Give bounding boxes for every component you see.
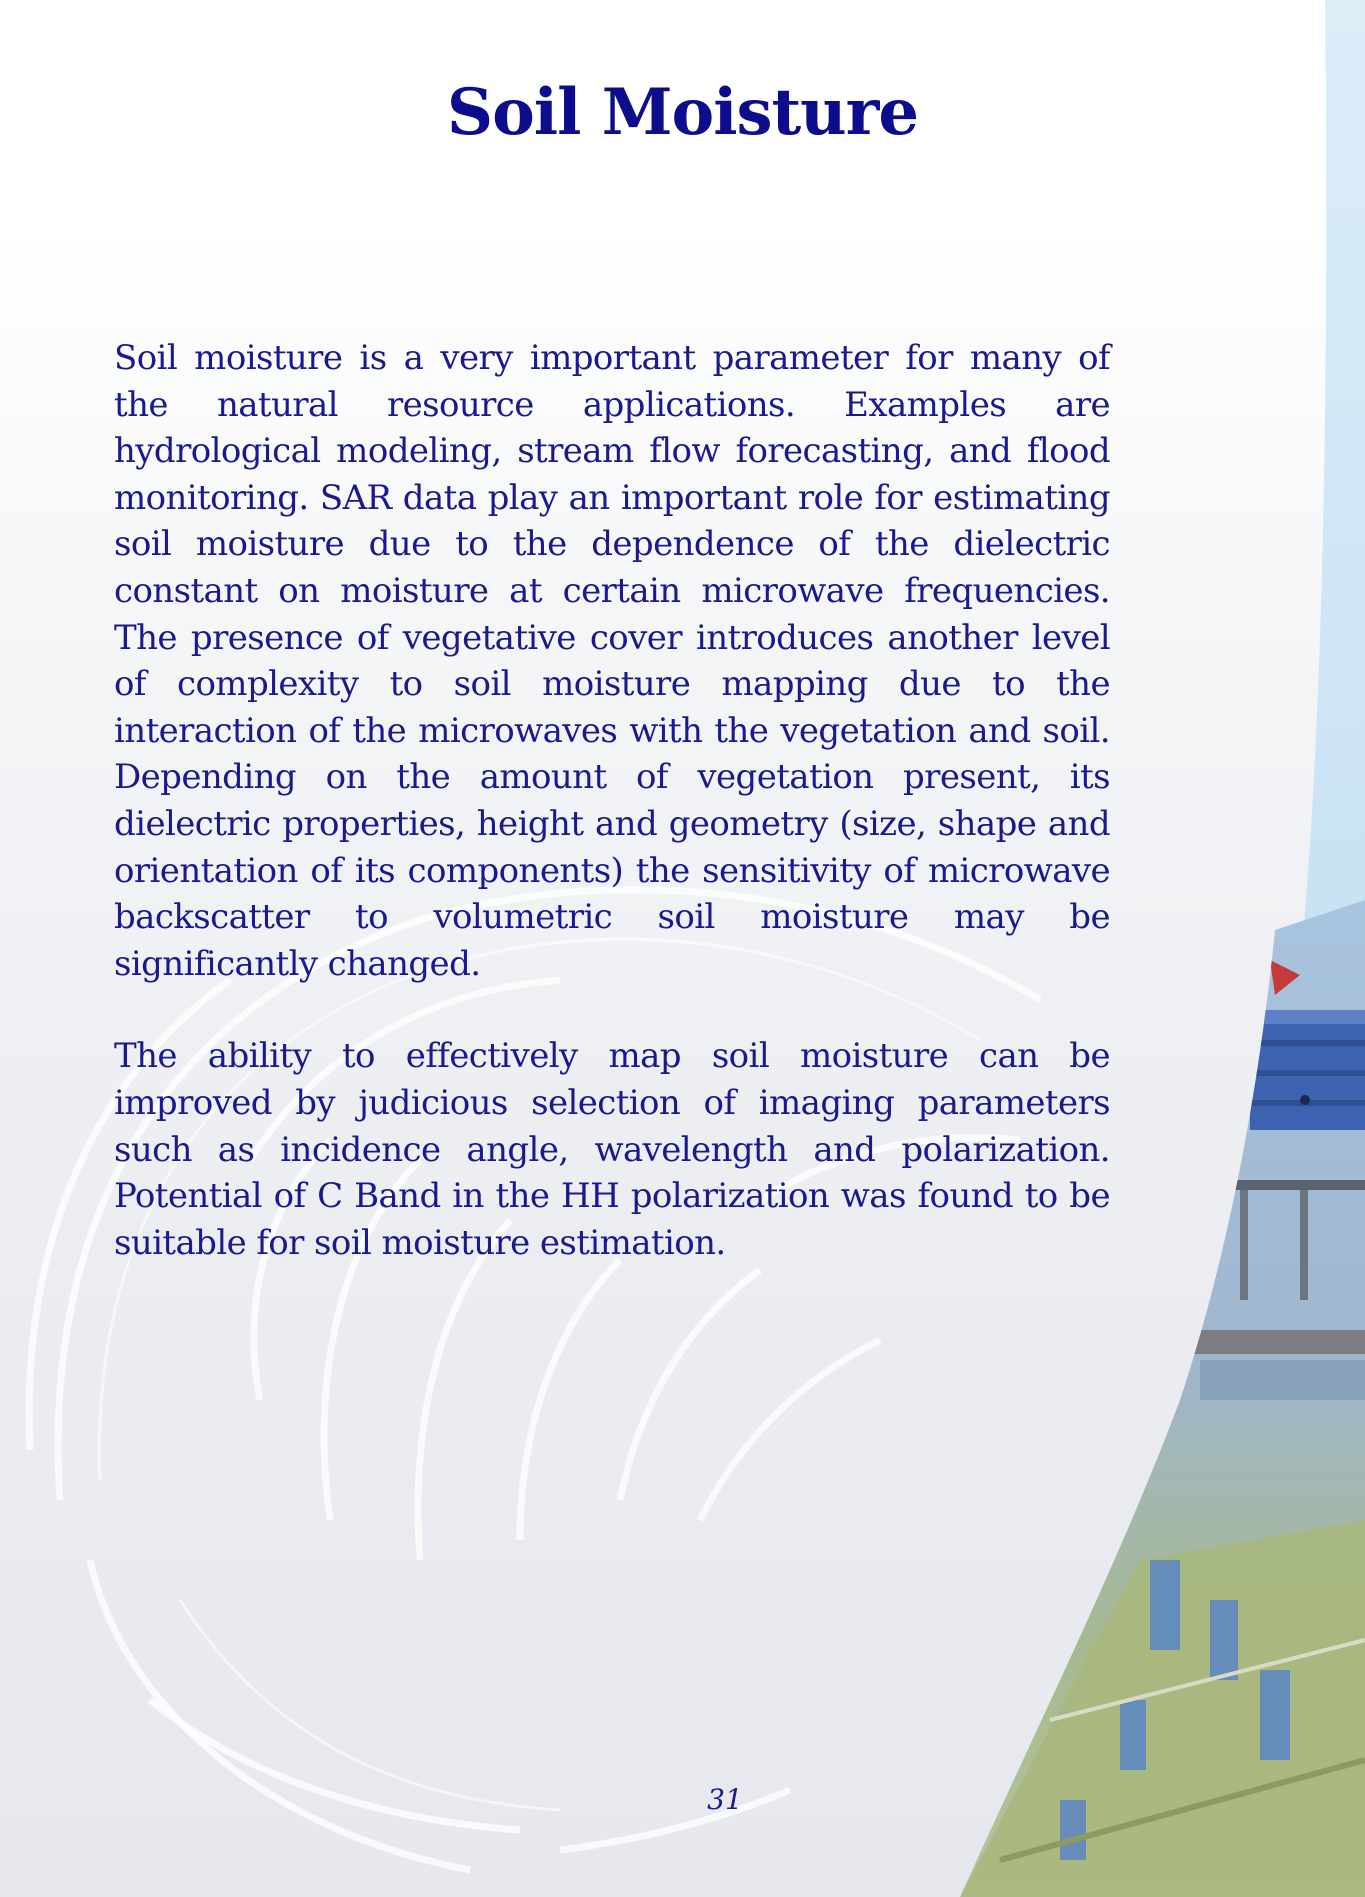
page-title: Soil Moisture [446, 75, 919, 150]
paragraph-1: Soil moisture is a very important parameter for many of the natural resource applications. Examples are hydrological modeling, stream flow forecasting, and flood monitoring. SAR data play an important role for estimating soil moisture due to the dependence of the dielectric constant on moisture at certain microwave frequencies. The presence of vegetative cover introduces another level of complexity to soil moisture mapping due to the interaction of the microwaves with the vegetation and soil. Depending on the amount of vegetation present, its dielectric properties, height and geometry (size, shape and orientation of its components) the sensitivity of microwave backscatter to volumetric soil moisture may be significantly changed. [114, 338, 1110, 984]
body-text [114, 335, 1110, 1312]
paragraph-2: The ability to effectively map soil moisture can be improved by judicious selection of imaging parameters such as incidence angle, wavelength and polarization. Potential of C Band in the HH polarization was found to be suitable for soil moisture estimation. [114, 1036, 1110, 1263]
page-number: 31 [707, 1783, 743, 1816]
